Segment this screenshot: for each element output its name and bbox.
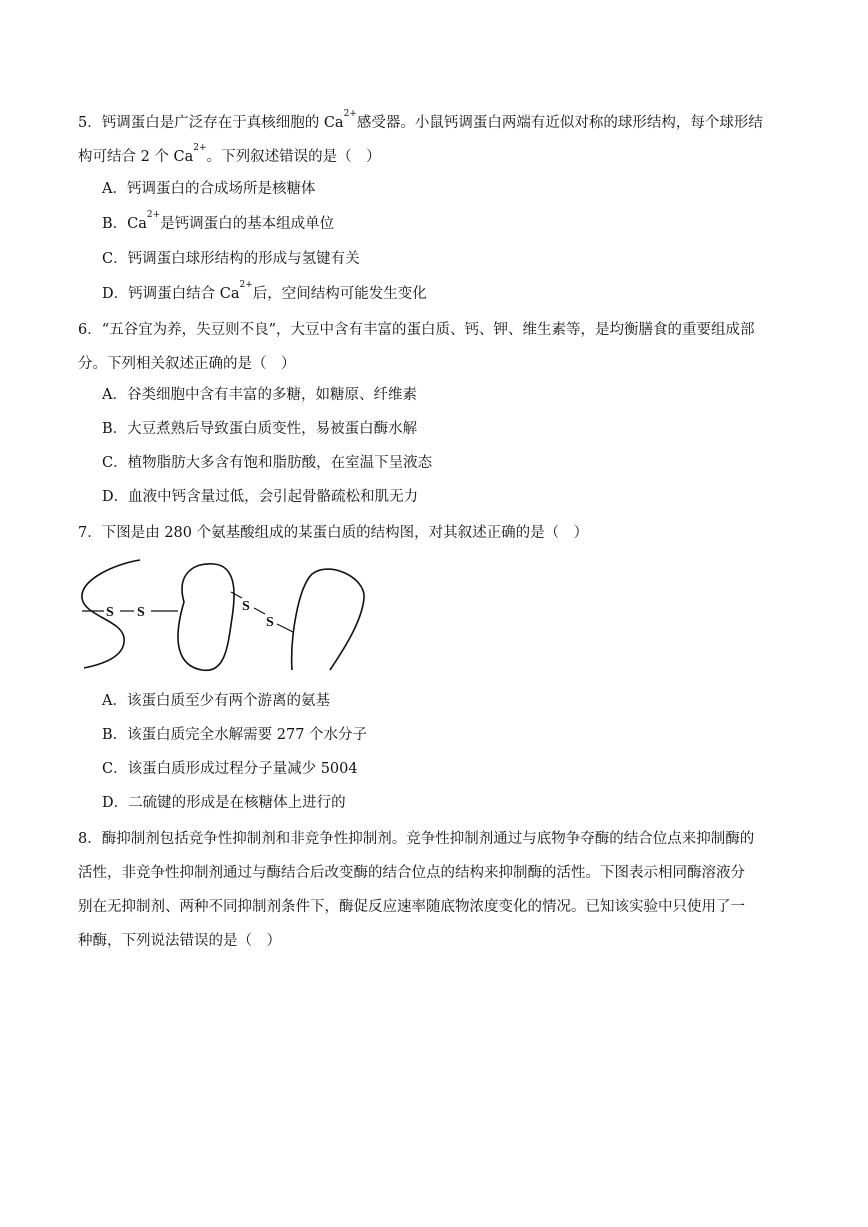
question-5-option-a: A．钙调蛋白的合成场所是核糖体: [102, 181, 316, 197]
question-8-stem: [78, 822, 790, 958]
question-8-line-2: 活性，非竞争性抑制剂通过与酶结合后改变酶的结合位点的结构来抑制酶的活性。下图表示相同酶溶液分: [78, 865, 745, 881]
sulfur-label-3: S: [242, 599, 250, 614]
question-6-option-a: A．谷类细胞中含有丰富的多糖，如糖原、纤维素: [102, 387, 417, 403]
question-5-option-d: D．钙调蛋白结合 $Ca^{2+}$后，空间结构可能发生变化: [102, 280, 427, 302]
question-5-line-1: 5．钙调蛋白是广泛存在于真核细胞的 $Ca^{2+}$感受器。小鼠钙调蛋白两端有近似对称的球形结构，每个球形结: [78, 109, 763, 131]
question-7-option-d: D．二硫键的形成是在核糖体上进行的: [102, 795, 346, 811]
question-5-option-b: B．$Ca^{2+}$是钙调蛋白的基本组成单位: [102, 210, 335, 232]
question-5-line-2: 构可结合 2 个 $Ca^{2+}$。下列叙述错误的是（ ）: [78, 143, 381, 165]
question-8-line-3: 别在无抑制剂、两种不同抑制剂条件下，酶促反应速率随底物浓度变化的情况。已知该实验中只使用了一: [78, 899, 745, 915]
question-8-line-1: 8．酶抑制剂包括竞争性抑制剂和非竞争性抑制剂。竞争性抑制剂通过与底物争夺酶的结合位点来抑制酶的: [78, 831, 755, 847]
question-6-line-2: 分。下列相关叙述正确的是（ ）: [78, 356, 296, 372]
question-5-option-c: C．钙调蛋白球形结构的形成与氢键有关: [102, 251, 360, 267]
question-7-line-1: 7．下图是由 280 个氨基酸组成的某蛋白质的结构图，对其叙述正确的是（ ）: [78, 525, 589, 541]
sulfur-label-2: S: [137, 605, 145, 620]
protein-chain-right-loop: [292, 569, 364, 670]
question-6-line-1: 6．“五谷宜为养，失豆则不良”，大豆中含有丰富的蛋白质、钙、钾、维生素等，是均衡膳食的重要组成部: [78, 322, 755, 338]
question-5-stem: [78, 106, 790, 174]
question-7-option-a: A．该蛋白质至少有两个游离的氨基: [102, 693, 330, 709]
question-6-option-b: B．大豆煮熟后导致蛋白质变性，易被蛋白酶水解: [102, 421, 418, 437]
bond-line-5: [254, 608, 265, 614]
bond-line-6: [277, 624, 293, 632]
question-6-option-c: C．植物脂肪大多含有饱和脂肪酸，在室温下呈液态: [102, 455, 433, 471]
question-7-option-c: C．该蛋白质形成过程分子量减少 5004: [102, 761, 358, 777]
question-8-line-4: 种酶，下列说法错误的是（ ）: [78, 933, 281, 949]
question-7-stem: [78, 516, 790, 550]
question-7-option-b: B．该蛋白质完全水解需要 277 个水分子: [102, 727, 368, 743]
protein-chain-middle-loop: [178, 564, 234, 671]
bond-line-4: [231, 592, 242, 598]
question-6-stem: [78, 313, 790, 381]
question-6-option-d: D．血液中钙含量过低，会引起骨骼疏松和肌无力: [102, 489, 419, 505]
protein-structure-figure: [78, 558, 368, 674]
sulfur-label-4: S: [266, 615, 274, 630]
sulfur-label-1: S: [106, 605, 114, 620]
